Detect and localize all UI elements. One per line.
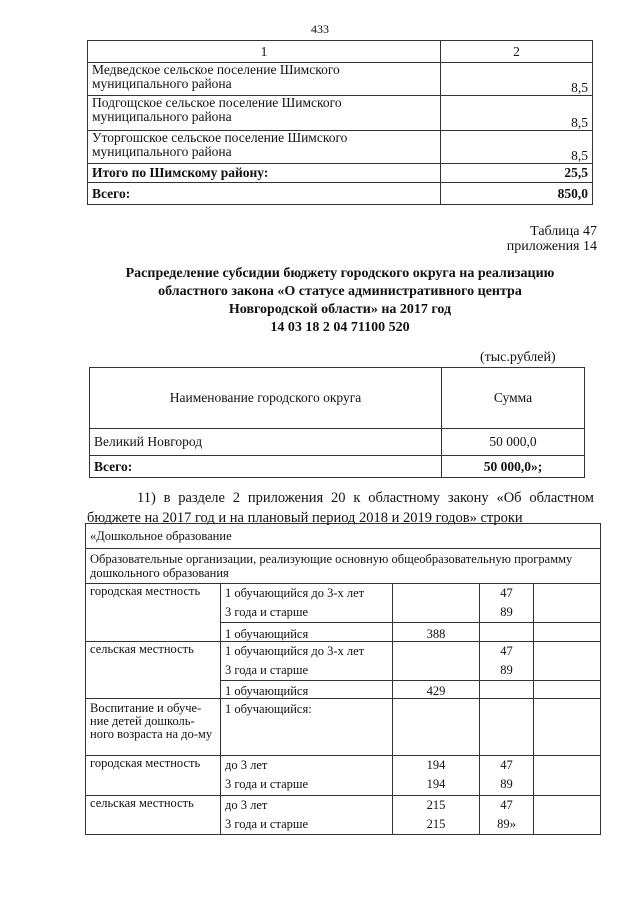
amendment-paragraph (87, 488, 594, 528)
col-header: 1 (88, 41, 441, 63)
value: 215 (426, 817, 446, 831)
age-label: 1 обучающийся (221, 681, 393, 699)
row-name: Подгощское сельское поселение Шимского муниципального района (88, 96, 441, 131)
section-title: «Дошкольное образование (86, 524, 601, 549)
age-label: 1 обучающийся: (221, 699, 393, 756)
table-row (90, 429, 585, 456)
subtotal-value: 25,5 (441, 164, 593, 183)
value: 215 (426, 798, 446, 812)
category-label: Воспитание и обуче-ние детей дошколь-ного возраста на до-му (86, 699, 221, 756)
table-47 (89, 367, 585, 478)
paragraph-line: бюджете на 2017 год и на плановый период 2018 и 2019 годов» строки (87, 510, 523, 526)
title-line: Новгородской области» на 2017 год (228, 302, 452, 317)
area-label: сельская местность (86, 642, 221, 699)
value: 89» (497, 817, 516, 831)
value: 89 (500, 663, 513, 677)
value: 429 (393, 681, 480, 699)
units-label: (тыс.рублей) (480, 350, 556, 365)
value: 388 (393, 623, 480, 642)
value: 194 (426, 758, 446, 772)
age-label: 1 обучающийся (221, 623, 393, 642)
row-value: 8,5 (441, 131, 593, 164)
title-line: областного закона «О статусе административного центра (158, 284, 522, 299)
area-label: сельская местность (86, 796, 221, 835)
page-number: 433 (311, 22, 329, 36)
caption-line: приложения 14 (506, 239, 597, 254)
value: 194 (426, 777, 446, 791)
table-preschool (85, 523, 601, 835)
row-name: Великий Новгород (90, 429, 442, 456)
age-label: 1 обучающийся до 3-х лет (225, 644, 365, 658)
value: 47 (500, 644, 513, 658)
table-row (88, 96, 593, 131)
table-row (86, 584, 601, 623)
area-label: городская местность (86, 756, 221, 796)
total-row (90, 456, 585, 478)
title-line: Распределение субсидии бюджету городского округа на реализацию (125, 266, 555, 281)
age-label: 1 обучающийся до 3-х лет (225, 586, 365, 600)
age-label: 3 года и старше (225, 777, 309, 791)
caption-line: Таблица 47 (530, 224, 597, 239)
table-title (80, 265, 600, 337)
value: 47 (500, 586, 513, 600)
table-row (88, 63, 593, 96)
subtotal-label: Итого по Шимскому району: (88, 164, 441, 183)
value: 47 (500, 798, 513, 812)
table-row (86, 642, 601, 681)
age-label: 3 года и старше (225, 663, 309, 677)
age-label: до 3 лет (225, 758, 268, 772)
value: 89 (500, 777, 513, 791)
total-value: 50 000,0»; (442, 456, 585, 478)
area-label: городская местность (86, 584, 221, 642)
value: 89 (500, 605, 513, 619)
total-label: Всего: (90, 456, 442, 478)
table-row (86, 796, 601, 835)
subsection-title: Образовательные организации, реализующие основную общеобразовательную программу дошкольного образования (86, 549, 601, 584)
paragraph-line: 11) в разделе 2 приложения 20 к областному закону «Об областном (137, 490, 594, 506)
row-value: 50 000,0 (442, 429, 585, 456)
row-value: 8,5 (441, 63, 593, 96)
table-row (88, 131, 593, 164)
subtotal-row (88, 164, 593, 183)
age-label: 3 года и старше (225, 817, 309, 831)
value: 47 (500, 758, 513, 772)
table-row (86, 699, 601, 756)
table-row (86, 756, 601, 796)
table-shim-district (87, 40, 593, 205)
total-label: Всего: (88, 183, 441, 205)
col-header: Наименование городского округа (90, 368, 442, 429)
col-header: Сумма (442, 368, 585, 429)
age-label: 3 года и старше (225, 605, 309, 619)
age-label: до 3 лет (225, 798, 268, 812)
row-name: Медведское сельское поселение Шимского муниципального района (88, 63, 441, 96)
title-line: 14 03 18 2 04 71100 520 (270, 320, 410, 335)
col-header: 2 (441, 41, 593, 63)
total-row (88, 183, 593, 205)
table-caption (507, 224, 597, 254)
row-value: 8,5 (441, 96, 593, 131)
row-name: Уторгошское сельское поселение Шимского муниципального района (88, 131, 441, 164)
total-value: 850,0 (441, 183, 593, 205)
